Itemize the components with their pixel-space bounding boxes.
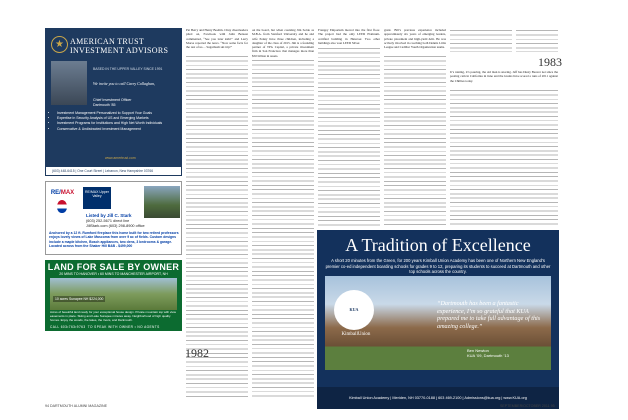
trust-ad-person xyxy=(93,98,131,107)
person-title: Chief Investment Officer xyxy=(93,98,132,102)
remax-ad xyxy=(45,181,182,255)
trust-ad-invite: We invite you to call Carey Callaghan, xyxy=(93,81,156,86)
notes-column-text: grant. BD’s previous experience included approximately six years of emerging leaders, private placement and high-yield debt. He was actively involved in coaching both Dennis Little League and Cadillac Youth Organization teams. xyxy=(384,28,446,50)
notes-column-text: Frangey Emporium moved into the first floor. The project had the only LEED Platinum-certified building in Hanover. Two other buildings also won LEED Silver. xyxy=(318,28,380,45)
quote-class: KUA ’09, Dartmouth ’13 xyxy=(467,353,509,358)
page-number-left: 94 DARTMOUTH ALUMNI MAGAZINE xyxy=(45,404,108,408)
land-for-sale-ad xyxy=(45,260,182,331)
notes-column-text: on the board, but when counting Jim Soldo as M.B.A. from Stanford University and he and wife Penny have three children, including a daughter of the class of 2015. Jim is a founding partner of TPG Capital, a private investment firm in San Francisco that manages more than $50 billion in assets. xyxy=(252,28,314,58)
kua-quote-attribution xyxy=(467,348,509,358)
eagle-logo-icon: ★ xyxy=(51,36,68,53)
notes-column-text: Pat Berry and Henry Boehm. Chuy cheerleaders piled on, Facebook with John Benson commented, “See you later kids!” and Larry Morse reported the news. “Now some facts for the rest of us… Sugarbush ski trip!” xyxy=(186,28,248,50)
trust-ad-since: BASED IN THE UPPER VALLEY SINCE 1991 xyxy=(93,67,163,71)
notes-column-5 xyxy=(450,70,558,226)
hot-air-balloon-icon xyxy=(57,200,67,213)
notes-column-3 xyxy=(318,28,380,226)
service-item: • Conservative & Undistracted Investment Management xyxy=(57,127,183,132)
notes-column-2 xyxy=(252,28,314,400)
office-line: JillStark.com (603) 298-8900 office xyxy=(86,224,145,228)
remax-logo: RE/MAX xyxy=(49,185,76,201)
services-list xyxy=(51,111,183,132)
land-ad-description: Acres of beautiful land ready for your exceptional house design. Private mountain top with view easements in place. Skiing and Lake Sunapee minutes away. Neighborhood of high quality homes. Enjoy the woods, the lakes, the rivers, and Dartmouth. xyxy=(50,310,176,322)
remax-description: Anchored by a 12 ft. Rumford fireplace this home built for two retired professors enjoys lovely views of Lake Mascoma from over 9 ac of fields. Custom designs include a maple kitchen, Bosch appliances, two dens, 3 bedrooms & garage. Located across from the Shaker Hill B&B - $499,000 xyxy=(49,231,179,249)
kua-seal-icon: KUA xyxy=(334,290,374,330)
listed-by: Listed by Jill C. Stark xyxy=(86,213,132,218)
year-heading-1982: 1982 xyxy=(185,346,209,360)
service-item: • Investment Programs for Institutions and High Net Worth Individuals xyxy=(57,121,183,126)
house-photo xyxy=(144,186,180,218)
trust-ad-url[interactable]: www.amertrust.com xyxy=(105,156,136,160)
person-class: Dartmouth '85 xyxy=(93,102,116,107)
kua-quote: “Dartmouth has been a fantastic experience, I’m so grateful that KUA prepared me to take full advantage of this amazing college.” xyxy=(437,300,541,330)
kua-headline: A Tradition of Excellence xyxy=(345,235,531,255)
notes-column-5-top xyxy=(450,28,512,52)
notes-column-text: It’s raining, it’s pouring, the old man is snoring. Jeff has Dusty Beaver not since the posting cam in California in June and the Giants have scored a runs of 2011 against the Chillies today. xyxy=(450,70,558,83)
land-ad-headline: LAND FOR SALE BY OWNER xyxy=(47,262,180,272)
trust-ad-title: AMERICAN TRUST INVESTMENT ADVISORS xyxy=(70,37,169,55)
land-ad-subheadline: 20 MINS TO HANOVER • 60 MINS TO MANCHESTER AIRPORT, NH xyxy=(59,272,168,276)
kua-blurb: A short 20 minutes from the Green, for 200 years Kimball Union Academy has been one of Northern New England’s premier co-ed independent boarding schools for grades 9 to 12, preparing its students to succeed at Dartmouth and other top schools across the country. xyxy=(325,258,551,274)
land-photo-tag: 10 acres Sunapee NH $224,000 xyxy=(55,297,104,301)
notes-column-1 xyxy=(186,28,248,400)
page-number-right: SEPTEMBER/OCTOBER 2011 95 xyxy=(500,404,555,408)
quote-name: Ben Newton xyxy=(467,348,489,353)
land-ad-note: TO SPEAK WITH OWNER • NO AGENTS xyxy=(87,325,160,329)
year-heading-1983: 1983 xyxy=(538,55,562,69)
advisor-photo xyxy=(51,61,87,105)
notes-column-6-top xyxy=(516,28,558,52)
kua-school-label: KimballUnion xyxy=(341,332,371,337)
direct-line: (603) 252-5671 direct line xyxy=(86,219,130,223)
service-item: • Expertise in Security Analysis of US and Emerging Markets xyxy=(57,116,183,121)
notes-column-4 xyxy=(384,28,446,226)
kimball-union-ad xyxy=(317,230,559,409)
service-item: • Investment Management Personalized to Support Your Goals xyxy=(57,111,183,116)
american-trust-ad xyxy=(45,28,182,176)
remax-badge: RE/MAX Upper Valley xyxy=(83,187,111,209)
land-ad-call: CALL 603•763•9763 TO SPEAK WITH OWNER • NO AGENTS xyxy=(50,325,160,329)
kua-footer: Kimball Union Academy | Meriden, NH 03770-0188 | 603 469-2100 | Admissions@kua.org | www.KUA.org xyxy=(317,387,559,409)
land-photo xyxy=(50,278,177,310)
trust-ad-footer: (603) 448-6415 | One Court Street | Lebanon, New Hampshire 03766 xyxy=(45,166,182,176)
remax-listing-contact xyxy=(86,213,145,229)
